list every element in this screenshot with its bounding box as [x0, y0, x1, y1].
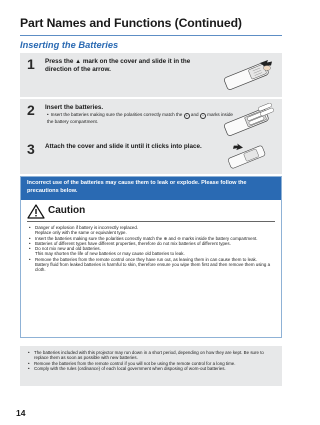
title-rule	[20, 35, 282, 36]
step-subtext-and: and	[190, 112, 199, 117]
note-item: • The batteries included with this projector may run down in a short period, depending on how they are kept. Be sure to replace them as soon as possible with new batteries.	[28, 350, 276, 361]
section-heading: Inserting the Batteries	[20, 40, 119, 50]
caution-item: • Batteries of different types have different properties, therefore do not mix batteries of different types.	[29, 241, 275, 246]
page-title: Part Names and Functions (Continued)	[20, 16, 242, 30]
step-text-start: Press the	[45, 58, 74, 65]
warning-box	[20, 176, 282, 338]
caution-item: • Remove the batteries from the remote control once they have run out, as leaving them in can cause them to leak.	[29, 257, 275, 262]
caution-triangle-icon	[27, 204, 45, 219]
step-number: 3	[27, 141, 35, 157]
caution-title: Caution	[48, 205, 86, 216]
bullet-dot: •	[47, 112, 49, 117]
step-number: 1	[27, 56, 35, 72]
step-text: Insert the batteries.	[45, 104, 104, 111]
notes-list	[28, 350, 276, 371]
caution-rule	[27, 221, 275, 222]
caution-list	[29, 225, 275, 273]
warning-heading: Incorrect use of the batteries may cause them to leak or explode. Please follow the precautions below.	[27, 180, 247, 194]
step-subtext-end: marks inside the battery compartment.	[47, 112, 233, 124]
step-subtext-start: Insert the batteries making sure the polarities correctly match the	[50, 112, 183, 117]
warning-header	[21, 177, 281, 200]
plus-polarity-icon: +	[185, 113, 188, 118]
remote-slide-cover-illustration	[220, 57, 276, 93]
remote-attach-cover-illustration	[220, 141, 276, 171]
caution-item: • Danger of explosion if battery is incorrectly replaced.	[29, 225, 275, 230]
step-text: Attach the cover and slide it until it clicks into place.	[45, 143, 202, 150]
step-subtext	[47, 112, 237, 124]
arrow-up-icon: ▲	[75, 59, 82, 65]
caution-item: • Insert the batteries making sure the polarities correctly match the ⊕ and ⊖ marks inside the battery compartment.	[29, 236, 275, 241]
step-text-end: mark on the cover and slide it in the direction of the arrow.	[45, 58, 191, 73]
caution-item: • Do not mix new and old batteries.	[29, 246, 275, 251]
remote-battery-compartment-illustration	[220, 103, 276, 139]
caution-item-continuation: This may shorten the life of new batteries or may cause old batteries to leak.	[35, 251, 185, 257]
step-number: 2	[27, 102, 35, 118]
step-text	[45, 58, 217, 74]
step-2	[20, 99, 282, 143]
minus-polarity-icon: −	[201, 113, 204, 118]
step-1	[20, 53, 282, 97]
notes-box	[20, 346, 282, 386]
page-number: 14	[16, 408, 26, 418]
note-item: • Comply with the rules (ordinance) of each local government when disposing of worn-out batteries.	[28, 366, 276, 371]
caution-item-continuation: Replace only with the same or equivalent type.	[35, 230, 127, 236]
caution-item-continuation: Battery fluid from leaked batteries is harmful to skin, therefore ensure you wipe them first and then remove them using a cloth.	[35, 262, 271, 273]
note-item: • Remove the batteries from the remote control if you will not be using the remote control for a long time.	[28, 361, 276, 366]
step-3	[20, 138, 282, 174]
